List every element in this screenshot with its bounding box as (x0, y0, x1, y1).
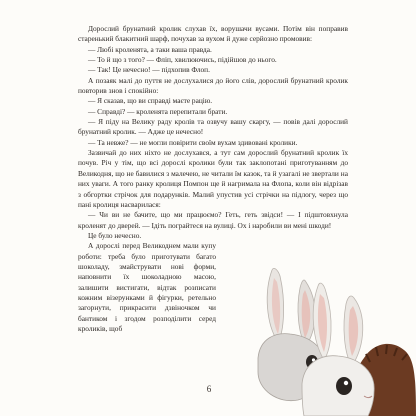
page-number: 6 (206, 384, 212, 394)
paragraph: — Любі кроленята, а таки ваша правда. (88, 44, 212, 54)
narrow-column (78, 231, 216, 334)
paragraph: А позаяк малі до пуття не дослухалися до його слів, дорослий брунатний кролик повторив знов і спокійно: (78, 75, 348, 96)
paragraph: — Чи ви не бачите, що ми працюємо? Геть, геть звідси! — І підштовхнула кроленят до дверей. — Ідіть пограйтеся на вулиці. Ох і наробили ви мені шкоди! (78, 210, 348, 230)
paragraph: — Та невже? — не могли повірити своїм вухам здивовані кролики. (88, 137, 298, 147)
paragraph: А дорослі перед Великоднем мали купу роботи: треба було приготувати багато шоколаду, змайструвати нові форми, наповнити їх шоколадною масою, залишити вистигати, відтак розписати кожним візерунками й фігурки, ретельно загорнути, прикрасити дзвіночком чи бантиком і згодом розподілити серед кроликів, щоб (78, 241, 216, 333)
rabbit-eye (336, 377, 352, 395)
paragraph: Дорослий брунатний кролик слухав їх, ворушачи вусами. Потім він поправив старенький блакитний шарф, почухав за вухом й дуже серйозно промовив: (78, 24, 348, 44)
paragraph: — Так! Це нечесно! — підхопив Флоп. (88, 65, 210, 75)
paragraph: Зазвичай до них ніхто не дослухався, а тут сам дорослий брунатний кролик їх почув. Річ у тім, що всі дорослі кролики були так заклопотані приготуванням до Великодня, що не бавилися з малечею, не читали їм казок, та й узагалі не звертали на них уваги. А того ранку кролиця Помпон ще й нагримала на Флопа, коли він відрізав з обгортки стрічок для подарунків. Малий упустив усі стрічки на підлогу, через що пані кролиця насварилася: (78, 148, 348, 209)
paragraph: — Я сказав, що ви справді маєте рацію. (88, 96, 213, 106)
paragraph: Це було нечесно. (88, 230, 142, 240)
paragraph: — Справді? — кроленята перепитали брати. (88, 106, 228, 116)
paragraph: — Я піду на Велику раду кролів та озвучу вашу скаргу, — повів далі дорослий брунатний кролик. — Адже це нечесно! (78, 117, 348, 137)
rabbits-illustration (214, 262, 416, 416)
paragraph: — То й що з того? — Фліп, хвилюючись, підійшов до нього. (88, 55, 277, 65)
